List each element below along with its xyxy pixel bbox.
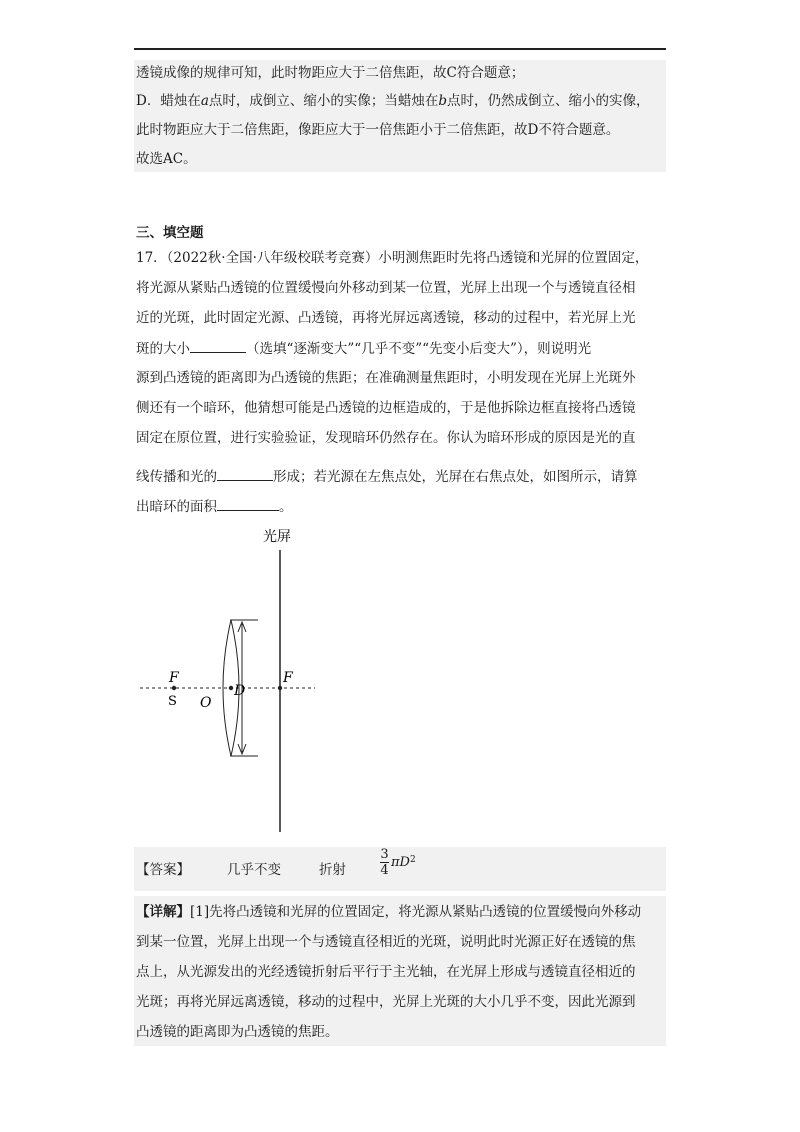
prev-solution-text: D．蜡烛在 [136, 93, 201, 109]
source-label: S [168, 694, 177, 709]
question-text: 斑的大小 [136, 341, 190, 357]
diameter-label: D [234, 683, 246, 699]
lens-center-point [229, 686, 233, 690]
right-focus-point [278, 686, 282, 690]
detail-label: 【详解】 [136, 904, 190, 920]
question-line-5: 源到凸透镜的距离即为凸透镜的焦距；在准确测量焦距时，小明发现在光屏上光斑外 [136, 370, 636, 386]
pi-symbol: π [391, 855, 400, 870]
screen-label: 光屏 [263, 529, 291, 545]
question-line-6: 侧还有一个暗环，他猜想可能是凸透镜的边框造成的，于是他拆除边框直接将凸透镜 [136, 400, 636, 416]
point-b-variable: b [438, 93, 448, 109]
prev-solution-line-2 [136, 91, 650, 111]
question-line-3: 近的光斑，此时固定光源、凸透镜，再将光屏远离透镜，移动的过程中，若光屏上光 [136, 310, 636, 326]
detail-line-4: 光斑；再将光屏远离透镜，移动的过程中，光屏上光斑的大小几乎不变，因此光源到 [136, 994, 636, 1010]
lens-diagram [130, 520, 330, 835]
exponent: 2 [409, 854, 416, 865]
section-heading: 三、填空题 [136, 225, 204, 241]
answer-3-formula [380, 848, 416, 877]
prev-solution-text: 点时，成倒立、缩小的实像；当蜡烛在 [208, 93, 439, 109]
question-line-2: 将光源从紧贴凸透镜的位置缓慢向外移动到某一位置，光屏上出现一个与透镜直径相 [136, 280, 636, 296]
question-text: 出暗环的面积 [136, 499, 217, 515]
prev-solution-line-1: 透镜成像的规律可知，此时物距应大于二倍焦距，故C符合题意； [136, 65, 525, 81]
question-text: 。 [279, 499, 293, 515]
right-focus-label: F [283, 670, 293, 686]
question-text: 线传播和光的 [136, 469, 217, 485]
question-line-1: 17．（2022秋·全国·八年级校联考竞赛）小明测焦距时先将凸透镜和光屏的位置固定， [136, 250, 649, 266]
prev-solution-text: 点时，仍然成倒立、缩小的实像， [447, 93, 650, 109]
center-label: O [200, 695, 212, 711]
answer-2: 折射 [319, 862, 346, 878]
answer-blank-1[interactable] [190, 338, 246, 353]
question-line-7: 固定在原位置，进行实验验证，发现暗环仍然存在。你认为暗环形成的原因是光的直 [136, 430, 636, 446]
prev-solution-line-3: 此时物距应大于二倍焦距，像距应大于一倍焦距小于二倍焦距，故D不符合题意。 [136, 122, 620, 138]
detail-line-1 [136, 902, 641, 922]
point-a-variable: a [200, 93, 209, 109]
left-focus-label: F [169, 670, 179, 686]
prev-solution-line-4: 故选AC。 [136, 151, 197, 167]
detail-line-2: 到某一位置，光屏上出现一个与透镜直径相近的光斑，说明此时光源正好在透镜的焦 [136, 934, 636, 950]
question-line-9 [136, 496, 293, 517]
question-line-8 [136, 466, 638, 487]
fraction-numerator: 3 [380, 847, 389, 862]
fraction-denominator: 4 [380, 863, 389, 878]
fraction [380, 848, 389, 877]
diameter-symbol: D [399, 855, 410, 870]
answer-blank-3[interactable] [217, 496, 279, 511]
answer-blank-2[interactable] [217, 466, 273, 481]
top-rule [134, 48, 666, 50]
question-line-4 [136, 338, 591, 359]
question-text: （选填“逐渐变大”“几乎不变”“先变小后变大”），则说明光 [246, 341, 592, 357]
detail-line-5: 凸透镜的距离即为凸透镜的焦距。 [136, 1024, 339, 1040]
answer-label: 【答案】 [136, 862, 190, 878]
answer-1: 几乎不变 [227, 862, 281, 878]
detail-text: [1]先将凸透镜和光屏的位置固定，将光源从紧贴凸透镜的位置缓慢向外移动 [190, 904, 642, 920]
question-text: 形成；若光源在左焦点处，光屏在右焦点处，如图所示，请算 [273, 469, 638, 485]
left-focus-point [172, 686, 176, 690]
detail-line-3: 点上，从光源发出的光经透镜折射后平行于主光轴，在光屏上形成与透镜直径相近的 [136, 964, 636, 980]
